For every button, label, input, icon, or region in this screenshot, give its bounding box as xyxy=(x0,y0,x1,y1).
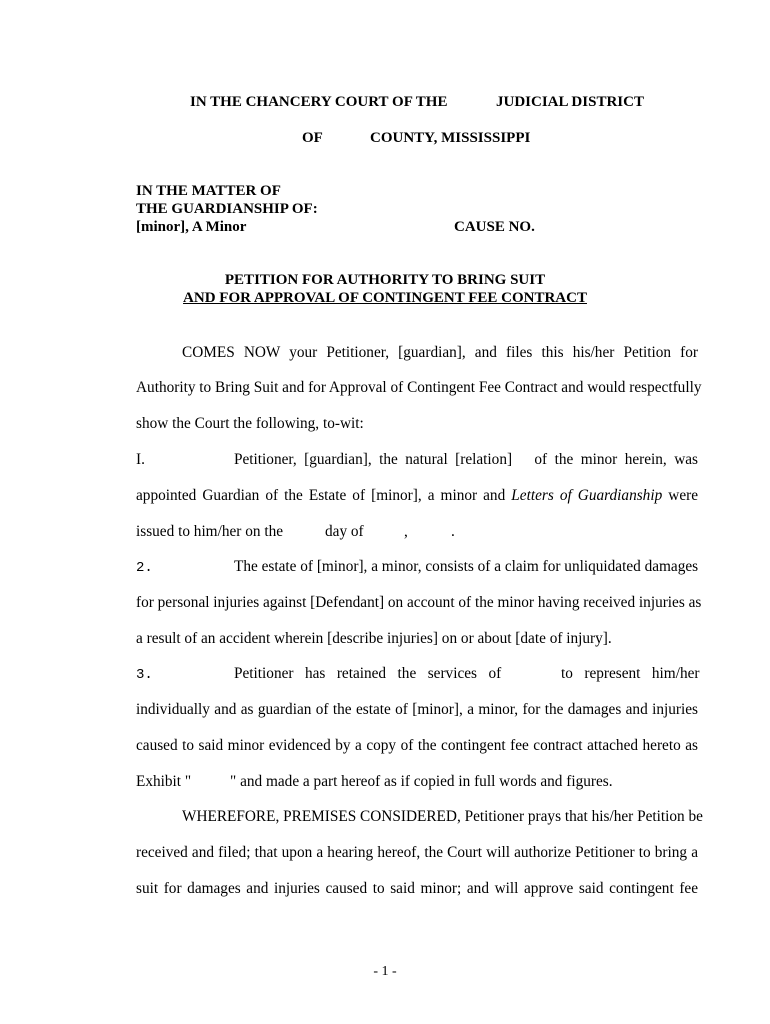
wherefore-line-1: WHEREFORE, PREMISES CONSIDERED, Petitioner prays that his/her Petition be xyxy=(182,808,703,825)
para-3-line-4a: Exhibit " xyxy=(136,773,192,790)
para-1-line-2-pre: appointed Guardian of the Estate of [minor], a minor and xyxy=(136,487,506,504)
para-3-number: 3. xyxy=(136,667,153,683)
para-2-line-3: a result of an accident wherein [describe injuries] on or about [date of injury]. xyxy=(136,630,612,647)
wherefore-line-2: received and filed; that upon a hearing hereof, the Court will authorize Petitioner to bring a xyxy=(136,844,698,861)
court-line-right: JUDICIAL DISTRICT xyxy=(496,94,644,110)
intro-line-2: Authority to Bring Suit and for Approval of Contingent Fee Contract and would respectfully xyxy=(136,379,702,396)
caption-line-2: THE GUARDIANSHIP OF: xyxy=(136,201,318,217)
para-3-line-1b: to represent him/her xyxy=(561,665,700,682)
para-1-number: I. xyxy=(136,451,145,468)
para-1-line-3b: day of xyxy=(325,523,364,540)
para-2-number: 2. xyxy=(136,560,153,576)
county-of: OF xyxy=(302,130,323,146)
cause-number-label: CAUSE NO. xyxy=(454,219,535,235)
para-3-line-2: individually and as guardian of the estate of [minor], a minor, for the damages and injuries xyxy=(136,701,698,718)
para-1-line-3d: . xyxy=(451,523,455,540)
intro-line-3: show the Court the following, to-wit: xyxy=(136,415,364,432)
letters-of-guardianship: Letters of Guardianship xyxy=(511,487,663,504)
para-1-line-1: Petitioner, [guardian], the natural [relation] of the minor herein, was xyxy=(234,451,698,468)
para-1-line-2 xyxy=(136,487,698,505)
para-2-line-1: The estate of [minor], a minor, consists of a claim for unliquidated damages xyxy=(234,558,699,575)
county-mississippi: COUNTY, MISSISSIPPI xyxy=(370,130,531,146)
caption-line-1: IN THE MATTER OF xyxy=(136,183,281,199)
para-3-line-1a: Petitioner has retained the services of xyxy=(234,665,502,682)
document-title-line-2: AND FOR APPROVAL OF CONTINGENT FEE CONTRACT xyxy=(183,290,587,306)
para-1-line-3c: , xyxy=(404,523,408,540)
caption-line-3: [minor], A Minor xyxy=(136,219,247,235)
intro-line-1: COMES NOW your Petitioner, [guardian], and files this his/her Petition for xyxy=(182,344,698,361)
wherefore-line-3: suit for damages and injuries caused to said minor; and will approve said contingent fee xyxy=(136,880,698,897)
para-1-line-2-post: were xyxy=(668,487,699,504)
document-title-line-1: PETITION FOR AUTHORITY TO BRING SUIT xyxy=(224,272,546,288)
page-number: - 1 - xyxy=(373,964,397,979)
para-3-line-3: caused to said minor evidenced by a copy of the contingent fee contract attached hereto as xyxy=(136,737,698,754)
para-3-line-4b: " and made a part hereof as if copied in full words and figures. xyxy=(230,773,613,790)
para-2-line-2: for personal injuries against [Defendant] on account of the minor having received injuries as xyxy=(136,594,702,611)
para-1-line-3a: issued to him/her on the xyxy=(136,523,284,540)
court-line-left: IN THE CHANCERY COURT OF THE xyxy=(190,94,448,110)
